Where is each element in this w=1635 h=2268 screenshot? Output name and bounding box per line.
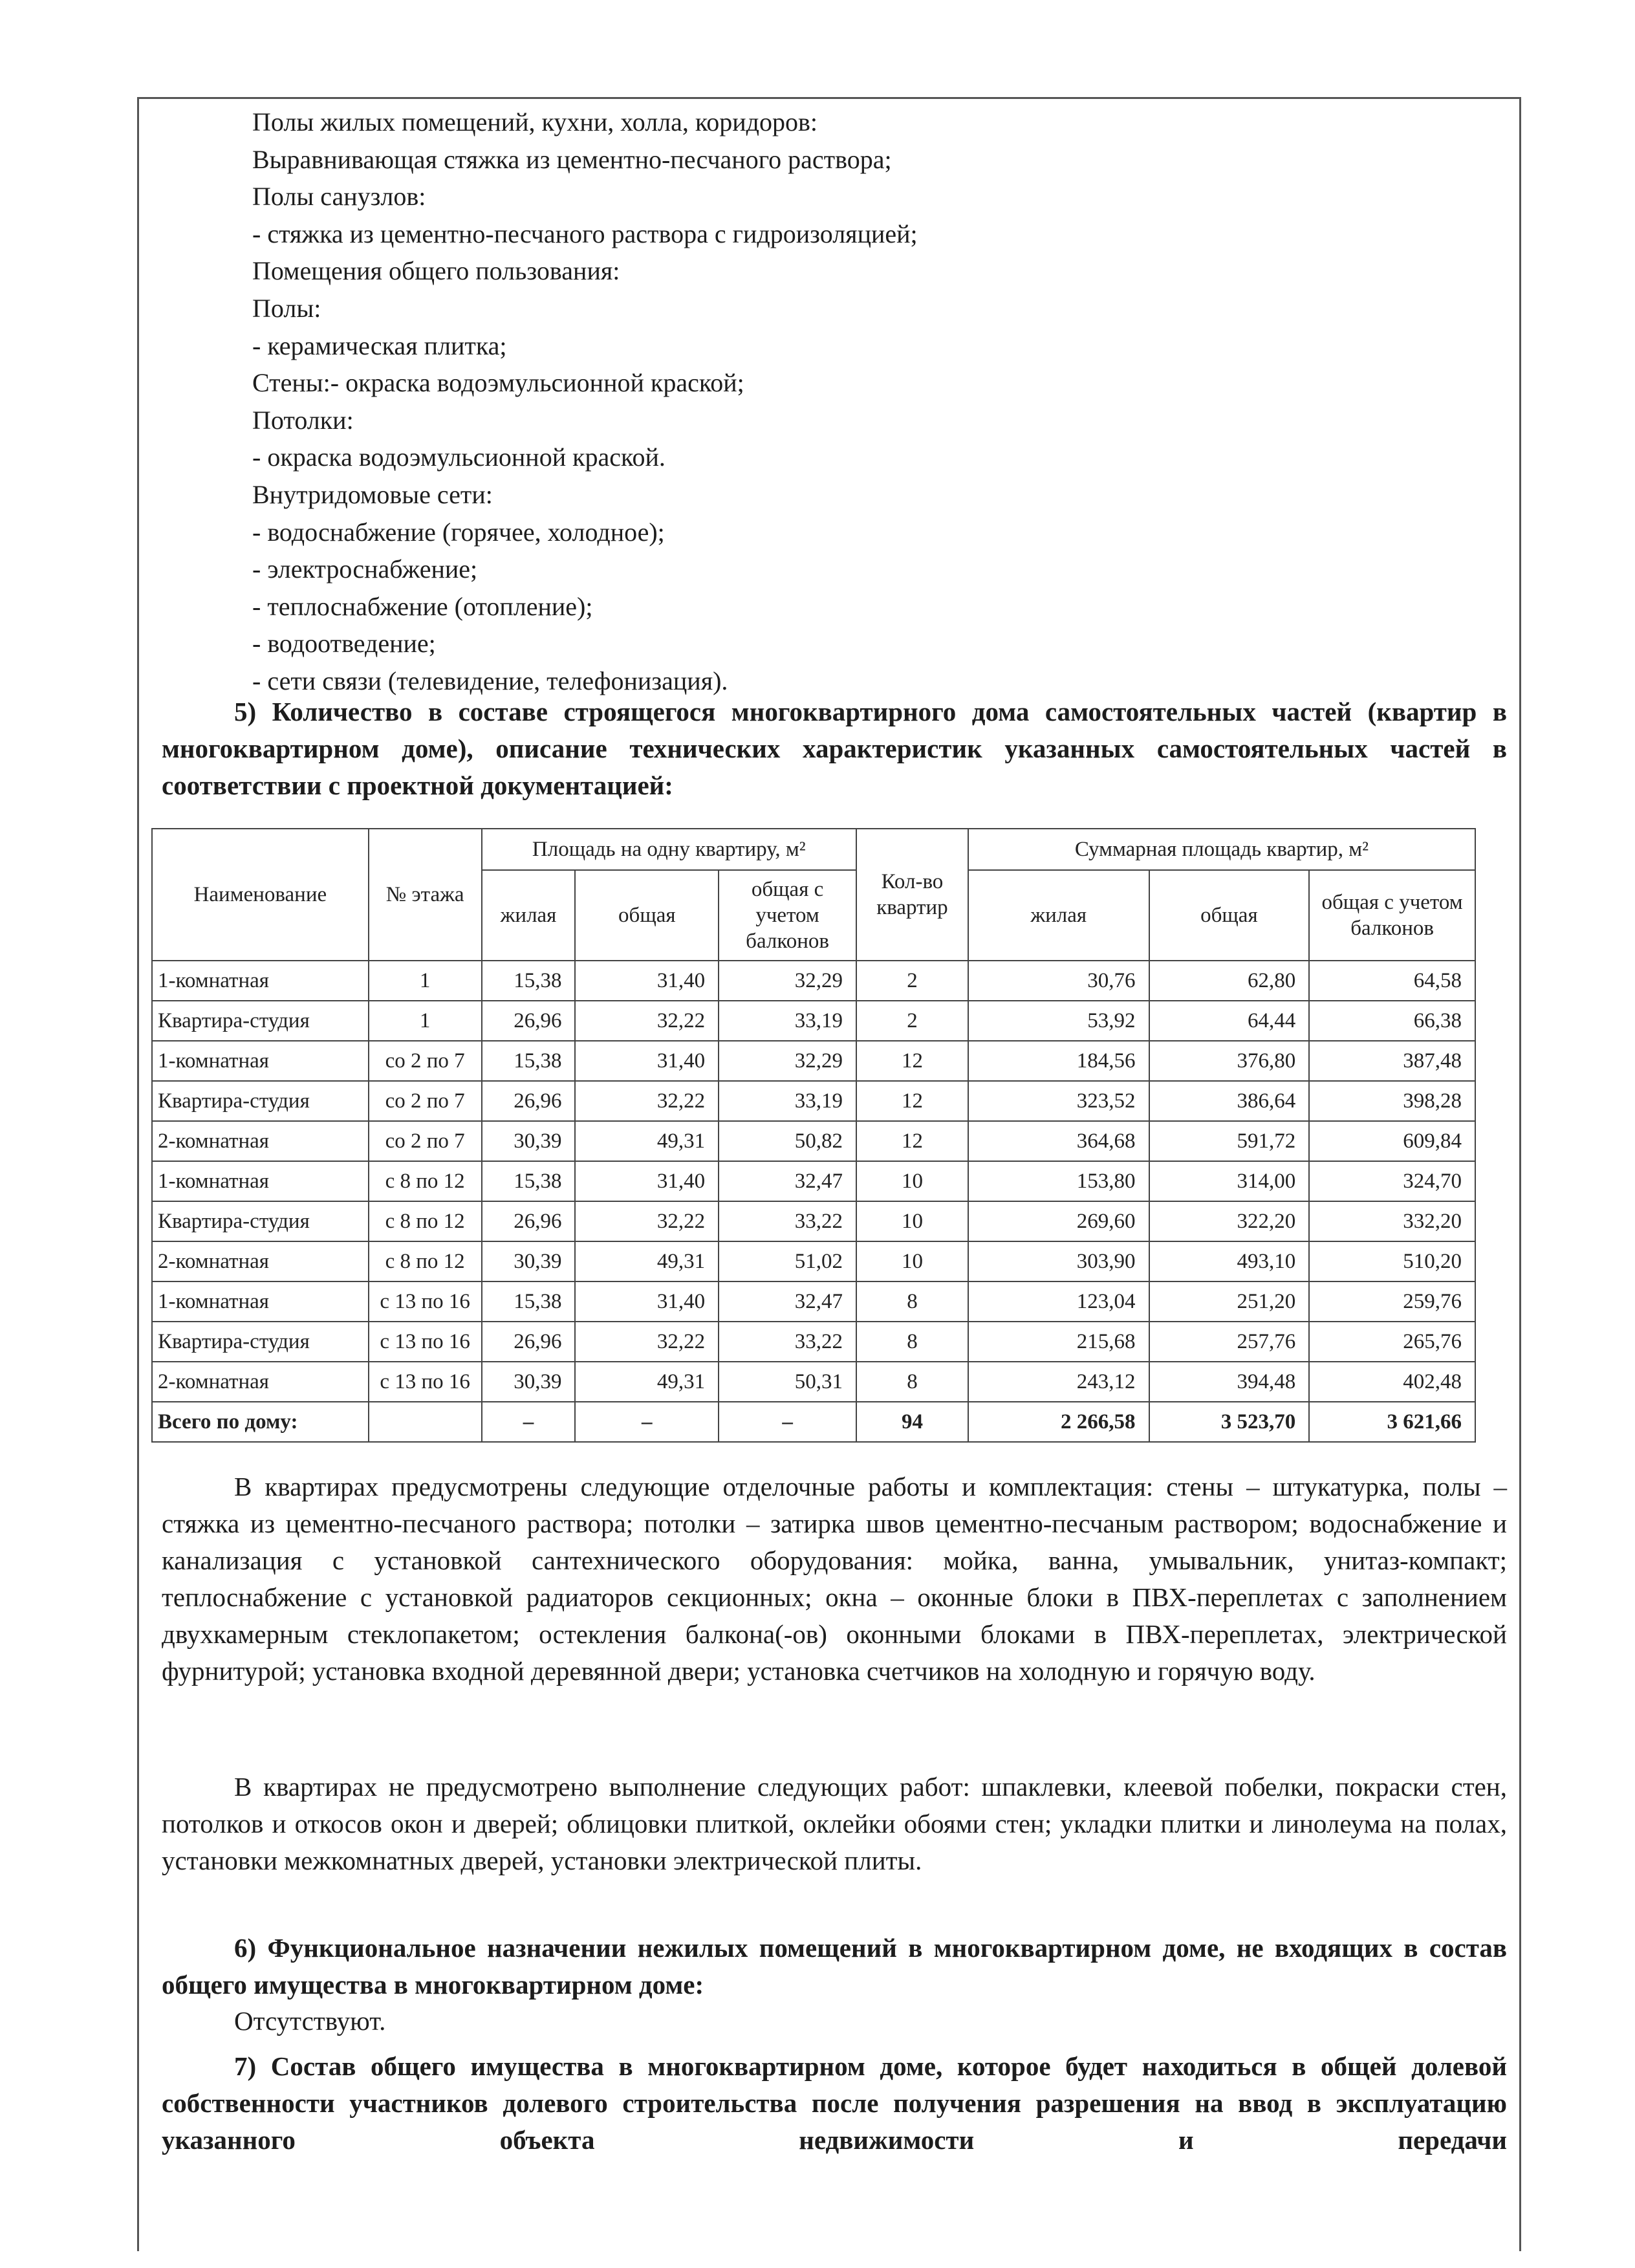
header-sum-total: общая bbox=[1149, 870, 1310, 961]
list-line: - водоотведение; bbox=[252, 629, 436, 659]
cell-total: 49,31 bbox=[575, 1121, 719, 1161]
cell-balcony: 33,19 bbox=[719, 1081, 856, 1121]
cell-total: 32,22 bbox=[575, 1001, 719, 1041]
cell-total: 32,22 bbox=[575, 1081, 719, 1121]
header-balcony: общая с учетом балконов bbox=[719, 870, 856, 961]
cell-sum-balcony: 64,58 bbox=[1309, 961, 1475, 1001]
cell-balcony: 33,22 bbox=[719, 1322, 856, 1362]
cell-sum-total: 251,20 bbox=[1149, 1281, 1310, 1322]
table-row bbox=[152, 1121, 1475, 1161]
cell-floor: с 13 по 16 bbox=[369, 1362, 482, 1402]
table-row bbox=[152, 1081, 1475, 1121]
cell-name: Квартира-студия bbox=[152, 1322, 369, 1362]
finishing-list bbox=[252, 104, 918, 700]
cell-balcony: 50,31 bbox=[719, 1362, 856, 1402]
cell-count: 94 bbox=[856, 1402, 968, 1442]
cell-sum-living: 184,56 bbox=[968, 1041, 1149, 1081]
cell-sum-balcony: 324,70 bbox=[1309, 1161, 1475, 1201]
cell-sum-total: 394,48 bbox=[1149, 1362, 1310, 1402]
list-line: - стяжка из цементно-песчаного раствора с гидроизоляцией; bbox=[252, 219, 918, 248]
cell-floor: со 2 по 7 bbox=[369, 1081, 482, 1121]
cell-living: 30,39 bbox=[482, 1121, 576, 1161]
list-line: Внутридомовые сети: bbox=[252, 479, 493, 509]
cell-balcony: 32,29 bbox=[719, 961, 856, 1001]
cell-sum-living: 153,80 bbox=[968, 1161, 1149, 1201]
cell-sum-balcony: 387,48 bbox=[1309, 1041, 1475, 1081]
cell-living: 26,96 bbox=[482, 1001, 576, 1041]
cell-count: 12 bbox=[856, 1041, 968, 1081]
cell-sum-living: 215,68 bbox=[968, 1322, 1149, 1362]
cell-name: 2-комнатная bbox=[152, 1241, 369, 1281]
header-floor: № этажа bbox=[369, 829, 482, 961]
finish-paragraph: В квартирах предусмотрены следующие отделочные работы и комплектация: стены – штукатурка, полы – стяжка из цементно-песчаного раствора; потолки – затирка швов цементно-песчаным раствором; водоснабжение и канализация с установкой сантехнического оборудования: мойка, ванна, умывальник, унитаз-компакт; теплоснабжение с установкой радиаторов секционных; окна – оконные блоки в ПВХ-переплетах с заполнением двухкамерным стеклопакетом; остекления балкона(-ов) оконными блоками в ПВХ-переплетах, электрической фурнитурой; установка входной деревянной двери; установка счетчиков на холодную и горячую воду. bbox=[162, 1472, 1507, 1686]
cell-living: 26,96 bbox=[482, 1201, 576, 1241]
list-line: Выравнивающая стяжка из цементно-песчаного раствора; bbox=[252, 144, 892, 174]
list-line: Полы санузлов: bbox=[252, 182, 426, 212]
cell-count: 12 bbox=[856, 1121, 968, 1161]
list-line: - водоснабжение (горячее, холодное); bbox=[252, 517, 665, 547]
section-6-text: Отсутствуют. bbox=[234, 2006, 386, 2036]
cell-total: 31,40 bbox=[575, 1041, 719, 1081]
cell-sum-balcony: 259,76 bbox=[1309, 1281, 1475, 1322]
cell-count: 2 bbox=[856, 1001, 968, 1041]
cell-balcony: 32,47 bbox=[719, 1161, 856, 1201]
cell-floor: с 8 по 12 bbox=[369, 1201, 482, 1241]
cell-total: 31,40 bbox=[575, 1161, 719, 1201]
cell-floor bbox=[369, 1402, 482, 1442]
cell-balcony: 33,19 bbox=[719, 1001, 856, 1041]
list-line: Помещения общего пользования: bbox=[252, 256, 620, 286]
cell-name: Квартира-студия bbox=[152, 1081, 369, 1121]
list-line: - электроснабжение; bbox=[252, 554, 478, 584]
section-6-heading: 6) Функциональное назначении нежилых помещений в многоквартирном доме, не входящих в состав общего имущества в многоквартирном доме: bbox=[162, 1933, 1507, 2000]
header-sum-living: жилая bbox=[968, 870, 1149, 961]
cell-sum-total: 257,76 bbox=[1149, 1322, 1310, 1362]
cell-sum-living: 243,12 bbox=[968, 1362, 1149, 1402]
cell-floor: со 2 по 7 bbox=[369, 1041, 482, 1081]
table-row bbox=[152, 1041, 1475, 1081]
cell-sum-total: 64,44 bbox=[1149, 1001, 1310, 1041]
cell-count: 10 bbox=[856, 1161, 968, 1201]
section-5-heading: 5) Количество в составе строящегося многоквартирного дома самостоятельных частей (квартир в многоквартирном доме), описание технических характеристик указанных самостоятельных частей в соответствии с проектной документацией: bbox=[162, 697, 1507, 800]
header-name: Наименование bbox=[152, 829, 369, 961]
cell-sum-total: 62,80 bbox=[1149, 961, 1310, 1001]
cell-living: 30,39 bbox=[482, 1241, 576, 1281]
cell-sum-living: 303,90 bbox=[968, 1241, 1149, 1281]
list-line: Полы: bbox=[252, 293, 321, 323]
cell-total: 49,31 bbox=[575, 1362, 719, 1402]
cell-total: 32,22 bbox=[575, 1322, 719, 1362]
cell-floor: с 13 по 16 bbox=[369, 1281, 482, 1322]
cell-total: 31,40 bbox=[575, 1281, 719, 1322]
table-total-row bbox=[152, 1402, 1475, 1442]
cell-floor: 1 bbox=[369, 1001, 482, 1041]
cell-sum-living: 364,68 bbox=[968, 1121, 1149, 1161]
list-line: Полы жилых помещений, кухни, холла, коридоров: bbox=[252, 107, 818, 136]
cell-name: 1-комнатная bbox=[152, 1161, 369, 1201]
cell-sum-living: 123,04 bbox=[968, 1281, 1149, 1322]
table-row bbox=[152, 1362, 1475, 1402]
cell-living: 15,38 bbox=[482, 1041, 576, 1081]
cell-floor: с 13 по 16 bbox=[369, 1322, 482, 1362]
cell-sum-balcony: 398,28 bbox=[1309, 1081, 1475, 1121]
cell-floor: 1 bbox=[369, 961, 482, 1001]
list-line: - окраска водоэмульсионной краской. bbox=[252, 442, 666, 472]
cell-living: 15,38 bbox=[482, 1281, 576, 1322]
table-row bbox=[152, 1161, 1475, 1201]
cell-name: 2-комнатная bbox=[152, 1362, 369, 1402]
cell-sum-total: 3 523,70 bbox=[1149, 1402, 1310, 1442]
list-line: - сети связи (телевидение, телефонизация). bbox=[252, 666, 728, 695]
table-row bbox=[152, 1201, 1475, 1241]
cell-name: 1-комнатная bbox=[152, 961, 369, 1001]
cell-name: Квартира-студия bbox=[152, 1001, 369, 1041]
cell-sum-living: 30,76 bbox=[968, 961, 1149, 1001]
cell-balcony: 32,29 bbox=[719, 1041, 856, 1081]
header-count: Кол-во квартир bbox=[856, 829, 968, 961]
cell-sum-living: 323,52 bbox=[968, 1081, 1149, 1121]
cell-balcony: – bbox=[719, 1402, 856, 1442]
cell-count: 2 bbox=[856, 961, 968, 1001]
list-line: Стены:- окраска водоэмульсионной краской; bbox=[252, 368, 744, 398]
cell-count: 8 bbox=[856, 1322, 968, 1362]
cell-sum-balcony: 3 621,66 bbox=[1309, 1402, 1475, 1442]
cell-sum-balcony: 265,76 bbox=[1309, 1322, 1475, 1362]
cell-sum-total: 322,20 bbox=[1149, 1201, 1310, 1241]
cell-sum-balcony: 609,84 bbox=[1309, 1121, 1475, 1161]
cell-sum-balcony: 332,20 bbox=[1309, 1201, 1475, 1241]
table-row bbox=[152, 1281, 1475, 1322]
header-total-area: Суммарная площадь квартир, м² bbox=[968, 829, 1475, 870]
cell-floor: с 8 по 12 bbox=[369, 1241, 482, 1281]
cell-name: 1-комнатная bbox=[152, 1041, 369, 1081]
cell-sum-balcony: 510,20 bbox=[1309, 1241, 1475, 1281]
cell-sum-total: 591,72 bbox=[1149, 1121, 1310, 1161]
cell-sum-balcony: 402,48 bbox=[1309, 1362, 1475, 1402]
cell-sum-total: 314,00 bbox=[1149, 1161, 1310, 1201]
cell-name: 2-комнатная bbox=[152, 1121, 369, 1161]
cell-count: 10 bbox=[856, 1201, 968, 1241]
cell-total: – bbox=[575, 1402, 719, 1442]
table-row bbox=[152, 1001, 1475, 1041]
table-row bbox=[152, 1322, 1475, 1362]
cell-floor: с 8 по 12 bbox=[369, 1161, 482, 1201]
cell-total: 31,40 bbox=[575, 961, 719, 1001]
cell-total: 32,22 bbox=[575, 1201, 719, 1241]
cell-sum-living: 2 266,58 bbox=[968, 1402, 1149, 1442]
table-row bbox=[152, 1241, 1475, 1281]
cell-sum-living: 53,92 bbox=[968, 1001, 1149, 1041]
cell-balcony: 32,47 bbox=[719, 1281, 856, 1322]
cell-balcony: 33,22 bbox=[719, 1201, 856, 1241]
cell-living: 15,38 bbox=[482, 1161, 576, 1201]
header-living: жилая bbox=[482, 870, 576, 961]
header-total: общая bbox=[575, 870, 719, 961]
cell-living: 26,96 bbox=[482, 1322, 576, 1362]
cell-floor: со 2 по 7 bbox=[369, 1121, 482, 1161]
cell-total: 49,31 bbox=[575, 1241, 719, 1281]
cell-count: 8 bbox=[856, 1281, 968, 1322]
cell-count: 12 bbox=[856, 1081, 968, 1121]
cell-living: 15,38 bbox=[482, 961, 576, 1001]
cell-balcony: 51,02 bbox=[719, 1241, 856, 1281]
not-included-paragraph: В квартирах не предусмотрено выполнение следующих работ: шпаклевки, клеевой побелки, покраски стен, потолков и откосов окон и дверей; облицовки плиткой, оклейки обоями стен; укладки плитки и линолеума на полах, установки межкомнатных дверей, установки электрической плиты. bbox=[162, 1772, 1507, 1875]
cell-sum-living: 269,60 bbox=[968, 1201, 1149, 1241]
cell-living: – bbox=[482, 1402, 576, 1442]
cell-count: 8 bbox=[856, 1362, 968, 1402]
cell-sum-total: 376,80 bbox=[1149, 1041, 1310, 1081]
header-sum-balcony: общая с учетом балконов bbox=[1309, 870, 1475, 961]
cell-living: 30,39 bbox=[482, 1362, 576, 1402]
table-row bbox=[152, 961, 1475, 1001]
cell-sum-balcony: 66,38 bbox=[1309, 1001, 1475, 1041]
list-line: - керамическая плитка; bbox=[252, 331, 507, 360]
cell-name: Квартира-студия bbox=[152, 1201, 369, 1241]
header-per-apartment: Площадь на одну квартиру, м² bbox=[482, 829, 856, 870]
list-line: - теплоснабжение (отопление); bbox=[252, 591, 593, 621]
cell-count: 10 bbox=[856, 1241, 968, 1281]
cell-sum-total: 493,10 bbox=[1149, 1241, 1310, 1281]
list-line: Потолки: bbox=[252, 405, 354, 435]
cell-balcony: 50,82 bbox=[719, 1121, 856, 1161]
section-7-heading: 7) Состав общего имущества в многоквартирном доме, которое будет находиться в общей долевой собственности участников долевого строительства после получения разрешения на ввод в эксплуатацию указанного объекта недвижимости и передачи bbox=[162, 2051, 1507, 2155]
cell-living: 26,96 bbox=[482, 1081, 576, 1121]
cell-sum-total: 386,64 bbox=[1149, 1081, 1310, 1121]
cell-name: 1-комнатная bbox=[152, 1281, 369, 1322]
cell-name: Всего по дому: bbox=[152, 1402, 369, 1442]
apartments-table bbox=[151, 828, 1476, 1443]
